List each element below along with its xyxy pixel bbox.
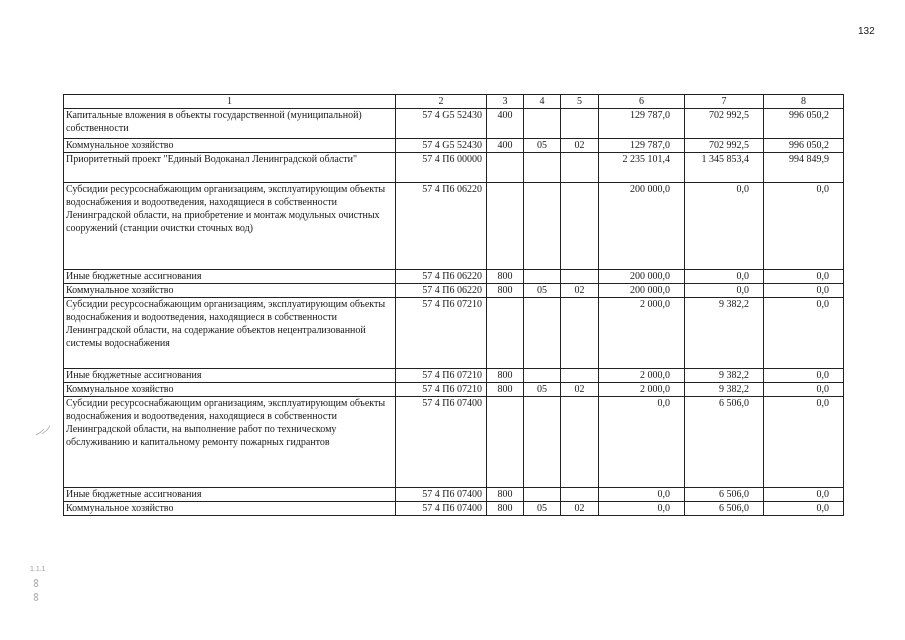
row-name: Иные бюджетные ассигнования — [64, 270, 396, 284]
subsection-code — [561, 488, 599, 502]
row-name: Субсидии ресурсоснабжающим организациям, эксплуатирующим объекты водоснабжения и водоотведения, находящиеся в собственности Ленинградской области, на приобретение и монтаж модульных очистных сооружений (станции очистки сточных вод) — [64, 183, 396, 270]
row-name: Капитальные вложения в объекты государственной (муниципальной) собственности — [64, 109, 396, 139]
target-article-code: 57 4 G5 52430 — [396, 109, 487, 139]
section-code — [524, 153, 561, 183]
section-code — [524, 488, 561, 502]
amount-column-7: 0,0 — [685, 284, 764, 298]
target-article-code: 57 4 П6 07210 — [396, 298, 487, 369]
section-code — [524, 183, 561, 270]
subsection-code — [561, 369, 599, 383]
table-row — [64, 298, 844, 369]
pencil-mark — [35, 425, 51, 437]
amount-column-6: 2 000,0 — [599, 369, 685, 383]
table-row — [64, 183, 844, 270]
section-code: 05 — [524, 383, 561, 397]
column-number-row — [64, 95, 844, 109]
subsection-code — [561, 109, 599, 139]
table-row — [64, 270, 844, 284]
target-article-code: 57 4 П6 07210 — [396, 369, 487, 383]
amount-column-8: 996 050,2 — [764, 139, 844, 153]
table-row — [64, 109, 844, 139]
section-code: 05 — [524, 502, 561, 516]
amount-column-7: 9 382,2 — [685, 383, 764, 397]
row-name: Коммунальное хозяйство — [64, 139, 396, 153]
amount-column-6: 129 787,0 — [599, 109, 685, 139]
expense-type-code — [487, 298, 524, 369]
section-code: 05 — [524, 139, 561, 153]
amount-column-8: 0,0 — [764, 383, 844, 397]
target-article-code: 57 4 П6 06220 — [396, 284, 487, 298]
amount-column-8: 996 050,2 — [764, 109, 844, 139]
amount-column-7: 6 506,0 — [685, 397, 764, 488]
amount-column-6: 129 787,0 — [599, 139, 685, 153]
expense-type-code: 800 — [487, 369, 524, 383]
amount-column-6: 2 000,0 — [599, 383, 685, 397]
subsection-code: 02 — [561, 383, 599, 397]
section-code — [524, 270, 561, 284]
row-name: Иные бюджетные ассигнования — [64, 369, 396, 383]
subsection-code — [561, 298, 599, 369]
amount-column-8: 0,0 — [764, 284, 844, 298]
target-article-code: 57 4 П6 06220 — [396, 183, 487, 270]
target-article-code: 57 4 П6 06220 — [396, 270, 487, 284]
amount-column-7: 9 382,2 — [685, 298, 764, 369]
table-row — [64, 502, 844, 516]
amount-column-8: 0,0 — [764, 183, 844, 270]
amount-column-7: 0,0 — [685, 183, 764, 270]
amount-column-8: 0,0 — [764, 369, 844, 383]
amount-column-6: 200 000,0 — [599, 270, 685, 284]
section-code — [524, 109, 561, 139]
target-article-code: 57 4 П6 07400 — [396, 397, 487, 488]
amount-column-8: 0,0 — [764, 488, 844, 502]
table-row — [64, 488, 844, 502]
column-header: 3 — [487, 95, 524, 109]
amount-column-7: 9 382,2 — [685, 369, 764, 383]
column-header: 8 — [764, 95, 844, 109]
amount-column-6: 0,0 — [599, 488, 685, 502]
section-code — [524, 397, 561, 488]
column-header: 2 — [396, 95, 487, 109]
amount-column-8: 0,0 — [764, 502, 844, 516]
expense-type-code: 800 — [487, 488, 524, 502]
amount-column-7: 702 992,5 — [685, 109, 764, 139]
section-code — [524, 369, 561, 383]
expense-type-code: 800 — [487, 383, 524, 397]
section-code: 05 — [524, 284, 561, 298]
expense-type-code: 800 — [487, 284, 524, 298]
page-number: 132 — [858, 26, 875, 37]
amount-column-8: 994 849,9 — [764, 153, 844, 183]
row-name: Субсидии ресурсоснабжающим организациям, эксплуатирующим объекты водоснабжения и водоотведения, находящиеся в собственности Ленинградской области, на выполнение работ по техническому обслуживанию и капитальному ремонту пожарных гидрантов — [64, 397, 396, 488]
row-name: Коммунальное хозяйство — [64, 383, 396, 397]
expense-type-code: 400 — [487, 109, 524, 139]
amount-column-7: 702 992,5 — [685, 139, 764, 153]
expense-type-code: 400 — [487, 139, 524, 153]
target-article-code: 57 4 П6 07210 — [396, 383, 487, 397]
target-article-code: 57 4 П6 07400 — [396, 488, 487, 502]
column-header: 4 — [524, 95, 561, 109]
target-article-code: 57 4 П6 00000 — [396, 153, 487, 183]
table-row — [64, 397, 844, 488]
expense-type-code — [487, 153, 524, 183]
margin-mark: ∞ — [29, 578, 44, 588]
amount-column-8: 0,0 — [764, 298, 844, 369]
row-name: Иные бюджетные ассигнования — [64, 488, 396, 502]
expense-type-code — [487, 183, 524, 270]
expense-type-code — [487, 397, 524, 488]
subsection-code — [561, 270, 599, 284]
row-name: Коммунальное хозяйство — [64, 284, 396, 298]
row-name: Коммунальное хозяйство — [64, 502, 396, 516]
amount-column-7: 0,0 — [685, 270, 764, 284]
amount-column-8: 0,0 — [764, 397, 844, 488]
amount-column-7: 1 345 853,4 — [685, 153, 764, 183]
subsection-code: 02 — [561, 502, 599, 516]
amount-column-6: 2 000,0 — [599, 298, 685, 369]
table-row — [64, 153, 844, 183]
column-header: 1 — [64, 95, 396, 109]
subsection-code: 02 — [561, 139, 599, 153]
subsection-code — [561, 183, 599, 270]
amount-column-6: 0,0 — [599, 397, 685, 488]
margin-mark: 1.1.1 — [30, 566, 46, 573]
subsection-code: 02 — [561, 284, 599, 298]
expense-type-code: 800 — [487, 270, 524, 284]
amount-column-7: 6 506,0 — [685, 488, 764, 502]
row-name: Субсидии ресурсоснабжающим организациям, эксплуатирующим объекты водоснабжения и водоотведения, находящиеся в собственности Ленинградской области, на содержание объектов нецентрализованной системы водоснабжения — [64, 298, 396, 369]
table-row — [64, 284, 844, 298]
row-name: Приоритетный проект "Единый Водоканал Ленинградской области" — [64, 153, 396, 183]
amount-column-6: 200 000,0 — [599, 284, 685, 298]
expense-type-code: 800 — [487, 502, 524, 516]
column-header: 7 — [685, 95, 764, 109]
subsection-code — [561, 153, 599, 183]
column-header: 5 — [561, 95, 599, 109]
target-article-code: 57 4 G5 52430 — [396, 139, 487, 153]
table-row — [64, 383, 844, 397]
amount-column-6: 200 000,0 — [599, 183, 685, 270]
target-article-code: 57 4 П6 07400 — [396, 502, 487, 516]
column-header: 6 — [599, 95, 685, 109]
table-row — [64, 369, 844, 383]
section-code — [524, 298, 561, 369]
amount-column-8: 0,0 — [764, 270, 844, 284]
margin-mark: ∞ — [29, 592, 44, 602]
amount-column-6: 2 235 101,4 — [599, 153, 685, 183]
amount-column-6: 0,0 — [599, 502, 685, 516]
amount-column-7: 6 506,0 — [685, 502, 764, 516]
table-row — [64, 139, 844, 153]
subsection-code — [561, 397, 599, 488]
budget-table — [63, 94, 844, 516]
